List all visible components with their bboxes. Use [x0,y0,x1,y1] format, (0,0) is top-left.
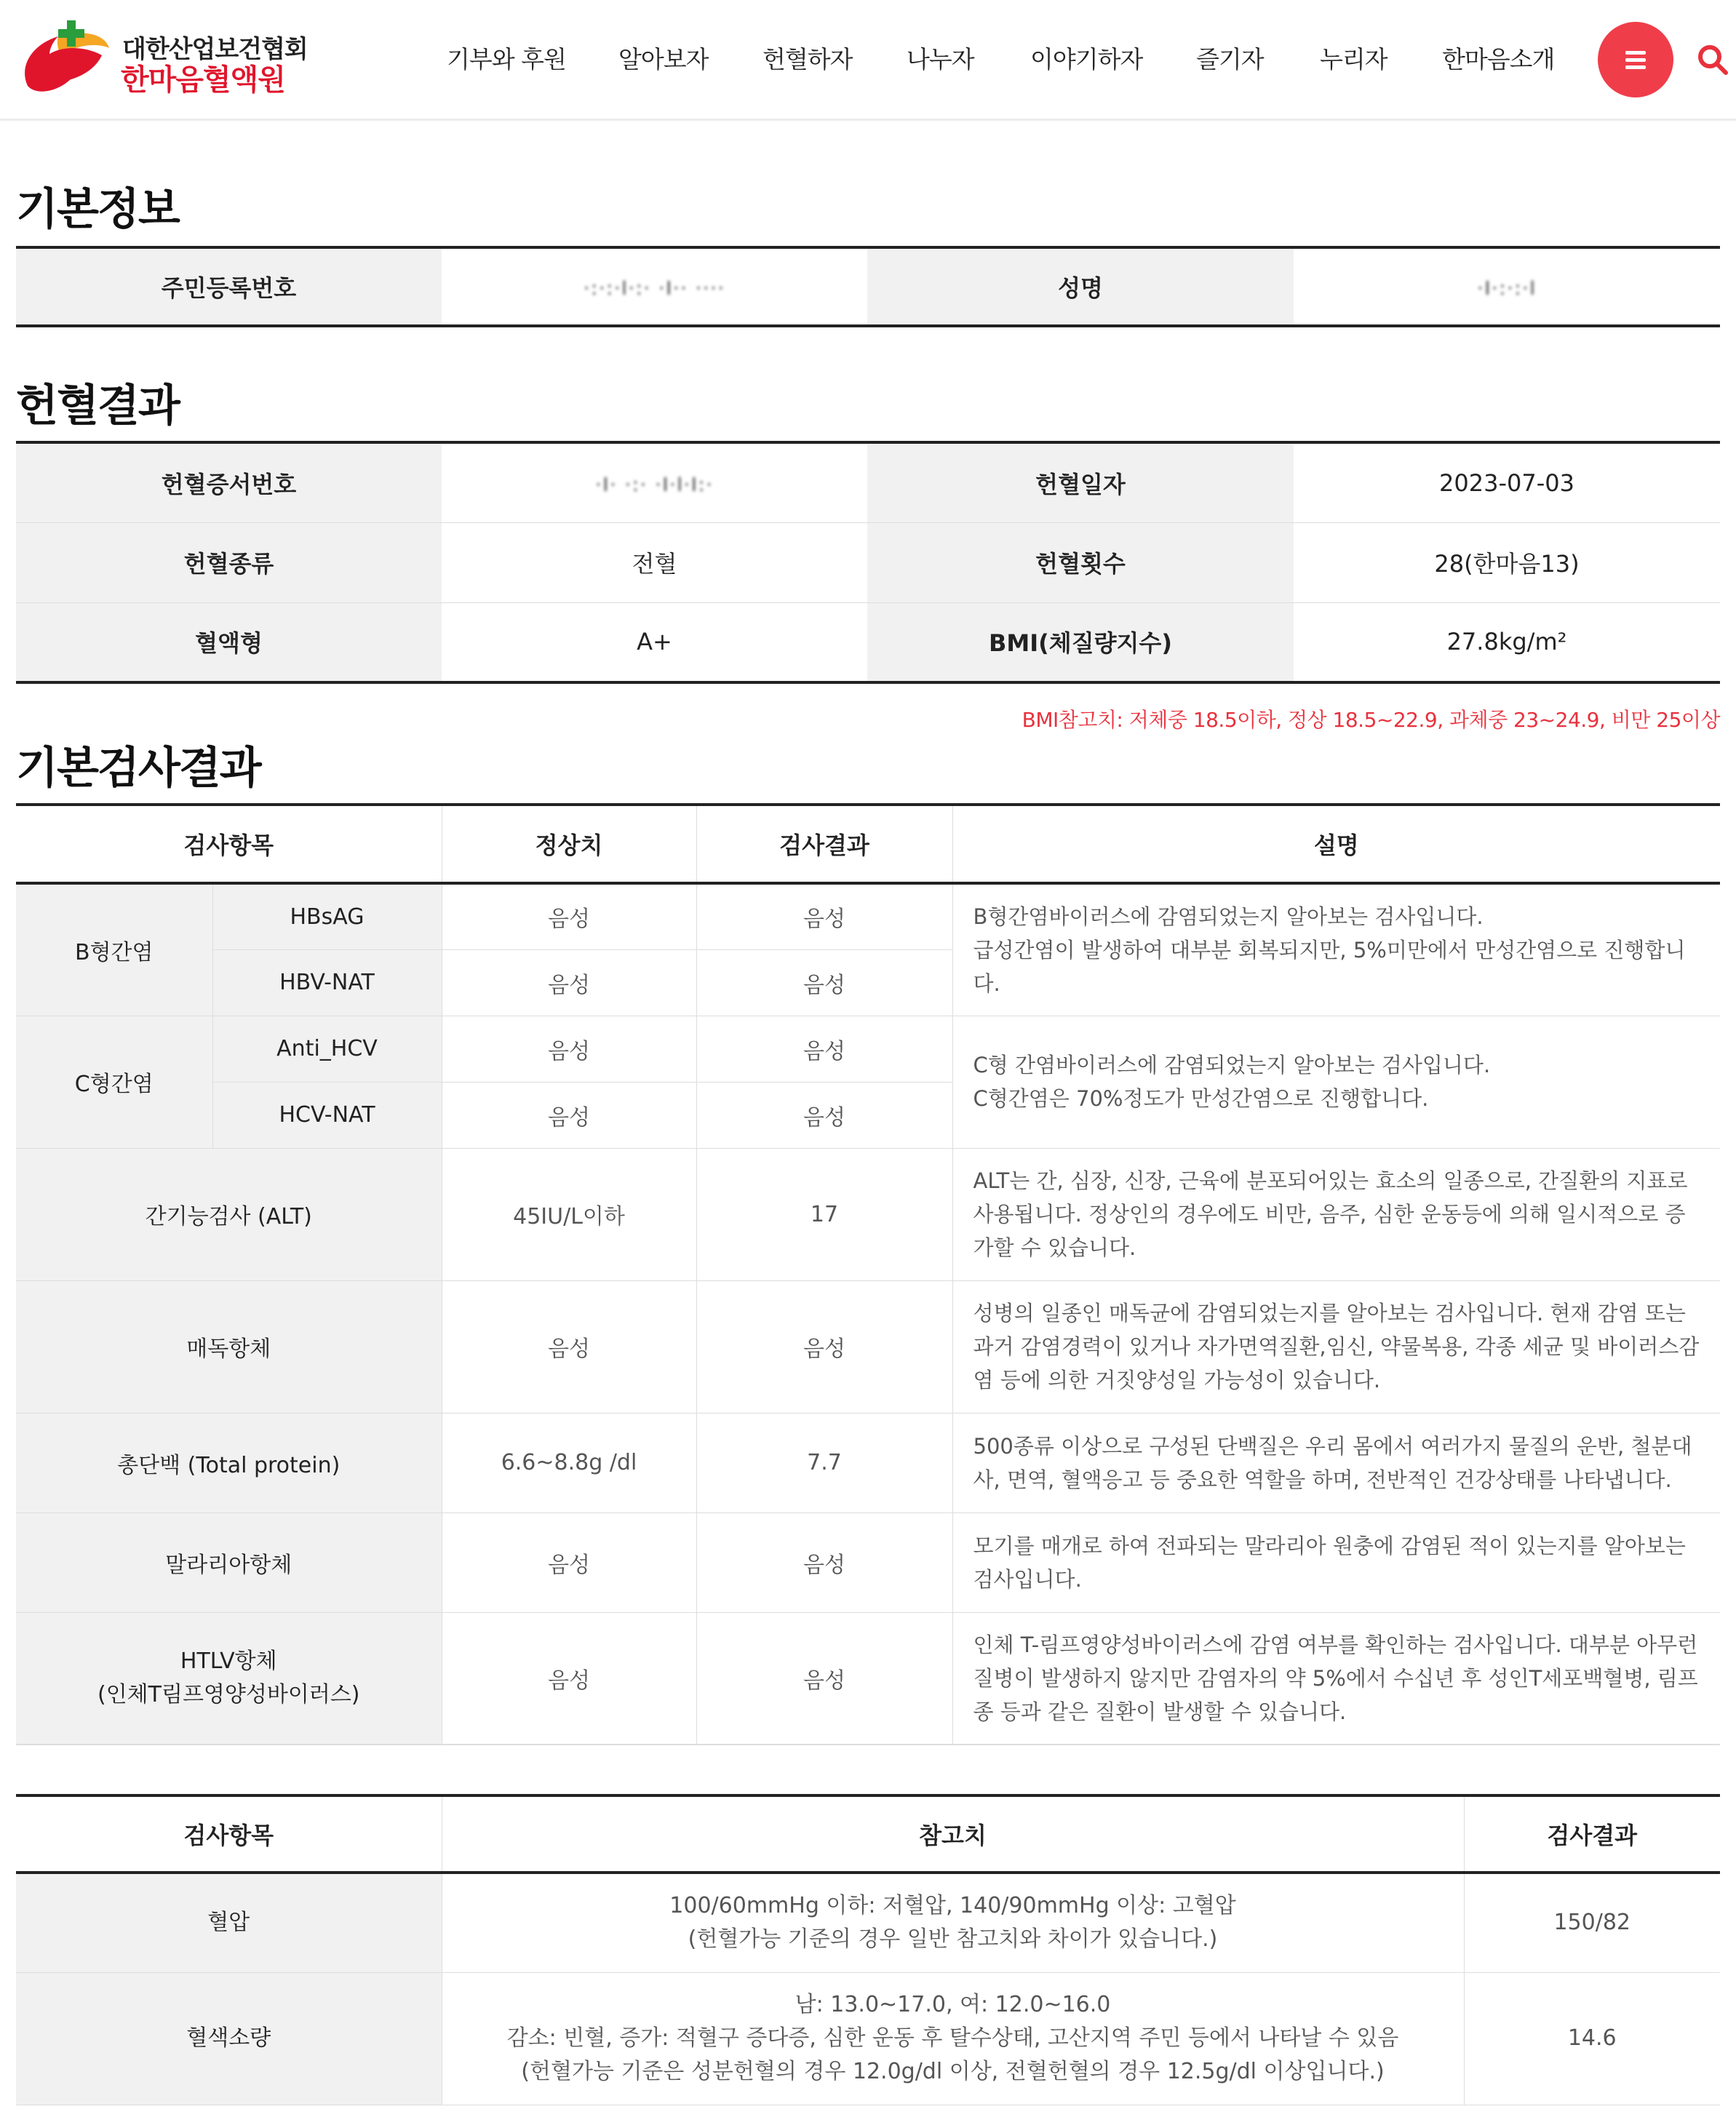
malaria-name: 말라리아항체 [16,1512,442,1612]
htlv-name-line1: HTLV항체 [180,1648,277,1674]
table-row [16,1148,1720,1280]
bp-result: 150/82 [1464,1873,1720,1972]
basic-test-result-title: 기본검사결과 [16,743,260,794]
bp-name: 혈압 [16,1873,442,1972]
col-header-desc: 설명 [952,805,1720,883]
htlv-name [16,1612,442,1745]
anti-hcv-result: 음성 [696,1016,952,1082]
alt-result: 17 [696,1148,952,1280]
col-header-result: 검사결과 [696,805,952,883]
donation-result-title: 헌혈결과 [16,380,179,431]
hepatitis-c-desc [952,1016,1720,1148]
name-value [1294,247,1720,326]
protein-name: 총단백 (Total protein) [16,1413,442,1512]
htlv-normal: 음성 [442,1612,696,1745]
hbv-nat-name: HBV-NAT [212,949,442,1016]
table-row [16,1280,1720,1413]
vitals-header-ref: 참고치 [442,1795,1464,1873]
cert-no-label: 헌혈증서번호 [16,442,442,522]
vitals-header-item: 검사항목 [16,1795,442,1873]
search-icon [1695,42,1730,77]
donation-date-label: 헌혈일자 [867,442,1294,522]
bmi-reference-note: BMI참고치: 저체중 18.5이하, 정상 18.5~22.9, 과체중 23~24.9, 비만 25이상 [1022,708,1720,732]
basic-info-table [16,246,1720,327]
site-logo[interactable] [15,16,308,103]
nav-item-about[interactable]: 한마음소개 [1442,45,1555,73]
hepatitis-c-desc-line2: C형간염은 70%정도가 만성간염으로 진행합니다. [973,1086,1429,1111]
basic-info-title: 기본정보 [16,184,179,235]
table-row [16,1016,1720,1082]
donation-result-table [16,441,1720,684]
table-row [16,1873,1720,1972]
site-header [0,0,1736,121]
search-button[interactable] [1695,42,1730,77]
bmi-label: BMI(체질량지수) [867,602,1294,682]
syphilis-result: 음성 [696,1280,952,1413]
nav-item-benefits[interactable]: 누리자 [1320,45,1387,73]
blood-type-label: 혈액형 [16,602,442,682]
vitals-table [16,1794,1720,2105]
hbsag-result: 음성 [696,883,952,949]
rrn-label: 주민등록번호 [16,247,442,326]
hb-name: 혈색소량 [16,1972,442,2105]
donation-date-value: 2023-07-03 [1294,442,1720,522]
hb-ref [442,1972,1464,2105]
table-row [16,1972,1720,2105]
anti-hcv-normal: 음성 [442,1016,696,1082]
hbv-nat-normal: 음성 [442,949,696,1016]
htlv-name-line2: (인체T림프영양성바이러스) [97,1681,360,1707]
hepatitis-c-group: C형간염 [16,1016,212,1148]
malaria-normal: 음성 [442,1512,696,1612]
hamburger-menu-button[interactable] [1598,22,1673,97]
nav-item-talk[interactable]: 이야기하자 [1030,45,1143,73]
hb-result: 14.6 [1464,1972,1720,2105]
logo-center-name: 한마음혈액원 [121,63,285,97]
hb-ref-line2: 감소: 빈혈, 증가: 적혈구 증다증, 심한 운동 후 탈수상태, 고산지역 주민 등에서 나타날 수 있음 [506,2025,1399,2051]
malaria-result: 음성 [696,1512,952,1612]
hepatitis-c-desc-line1: C형 간염바이러스에 감염되었는지 알아보는 검사입니다. [973,1053,1491,1077]
hbv-nat-result: 음성 [696,949,952,1016]
hepatitis-b-desc [952,883,1720,1016]
cert-no-masked: ·I· ·:· ·I·l·I:· [595,474,714,496]
protein-desc: 500종류 이상으로 구성된 단백질은 우리 몸에서 여러가지 물질의 운반, 철분대사, 면역, 혈액응고 등 중요한 역할을 하며, 전반적인 건강상태를 나타냅니다. [952,1413,1720,1512]
protein-result: 7.7 [696,1413,952,1512]
rrn-value [442,247,867,326]
anti-hcv-name: Anti_HCV [212,1016,442,1082]
nav-item-donation-support[interactable]: 기부와 후원 [447,45,566,73]
basic-test-table [16,803,1720,1745]
nav-item-share[interactable]: 나누자 [907,45,974,73]
hcv-nat-normal: 음성 [442,1082,696,1148]
table-row [16,1413,1720,1512]
table-row [16,883,1720,949]
donation-type-label: 헌혈종류 [16,522,442,602]
name-value-masked: ·I·:·:·l [1477,278,1537,300]
hepatitis-b-desc-line1: B형간염바이러스에 감염되었는지 알아보는 검사입니다. [973,904,1484,929]
protein-normal: 6.6~8.8g /dl [442,1413,696,1512]
alt-normal: 45IU/L이하 [442,1148,696,1280]
alt-desc: ALT는 간, 심장, 신장, 근육에 분포되어있는 효소의 일종으로, 간질환의 지표로 사용됩니다. 정상인의 경우에도 비만, 음주, 심한 운동등에 의해 일시적으로 증가할 수 있습니다. [952,1148,1720,1280]
malaria-desc: 모기를 매개로 하여 전파되는 말라리아 원충에 감염된 적이 있는지를 알아보는 검사입니다. [952,1512,1720,1612]
hcv-nat-name: HCV-NAT [212,1082,442,1148]
col-header-item: 검사항목 [16,805,442,883]
donation-count-label: 헌혈횟수 [867,522,1294,602]
col-header-normal: 정상치 [442,805,696,883]
bp-ref [442,1873,1464,1972]
blood-drop-logo-icon [15,16,116,103]
blood-type-value: A+ [442,602,867,682]
htlv-desc: 인체 T-림프영양성바이러스에 감염 여부를 확인하는 검사입니다. 대부분 아무런 질병이 발생하지 않지만 감염자의 약 5%에서 수십년 후 성인T세포백혈병, 림프종 등과 같은 질환이 발생할 수 있습니다. [952,1612,1720,1745]
vitals-header-result: 검사결과 [1464,1795,1720,1873]
donation-type-value: 전혈 [442,522,867,602]
cert-no-value [442,442,867,522]
syphilis-name: 매독항체 [16,1280,442,1413]
hb-ref-line3: (헌혈가능 기준은 성분헌혈의 경우 12.0g/dl 이상, 전혈헌혈의 경우 12.5g/dl 이상입니다.) [521,2059,1385,2084]
bp-ref-line2: (헌혈가능 기준의 경우 일반 참고치와 차이가 있습니다.) [688,1926,1218,1953]
hb-ref-line1: 남: 13.0~17.0, 여: 12.0~16.0 [795,1992,1111,2017]
logo-org-name: 대한산업보건협회 [122,35,308,64]
table-row [16,1612,1720,1745]
syphilis-normal: 음성 [442,1280,696,1413]
rrn-value-masked: ·:·:·l·:· ·I·· ···· [584,278,725,300]
hbsag-name: HBsAG [212,883,442,949]
hepatitis-b-group: B형간염 [16,883,212,1016]
name-label: 성명 [867,247,1294,326]
table-row [16,1512,1720,1612]
bmi-value: 27.8kg/m² [1294,602,1720,682]
bp-ref-line1: 100/60mmHg 이하: 저혈압, 140/90mmHg 이상: 고혈압 [669,1893,1236,1919]
nav-item-donate-blood[interactable]: 헌혈하자 [763,45,853,73]
alt-name: 간기능검사 (ALT) [16,1148,442,1280]
hcv-nat-result: 음성 [696,1082,952,1148]
syphilis-desc: 성병의 일종인 매독균에 감염되었는지를 알아보는 검사입니다. 현재 감염 또는 과거 감염경력이 있거나 자가면역질환,임신, 약물복용, 각종 세균 및 바이러스감염 등에 의한 거짓양성일 가능성이 있습니다. [952,1280,1720,1413]
hepatitis-b-desc-line2: 급성간염이 발생하여 대부분 회복되지만, 5%미만에서 만성간염으로 진행합니다. [973,937,1686,996]
nav-item-learn[interactable]: 알아보자 [618,45,709,73]
donation-count-value: 28(한마음13) [1294,522,1720,602]
hbsag-normal: 음성 [442,883,696,949]
nav-item-enjoy[interactable]: 즐기자 [1196,45,1264,73]
htlv-result: 음성 [696,1612,952,1745]
